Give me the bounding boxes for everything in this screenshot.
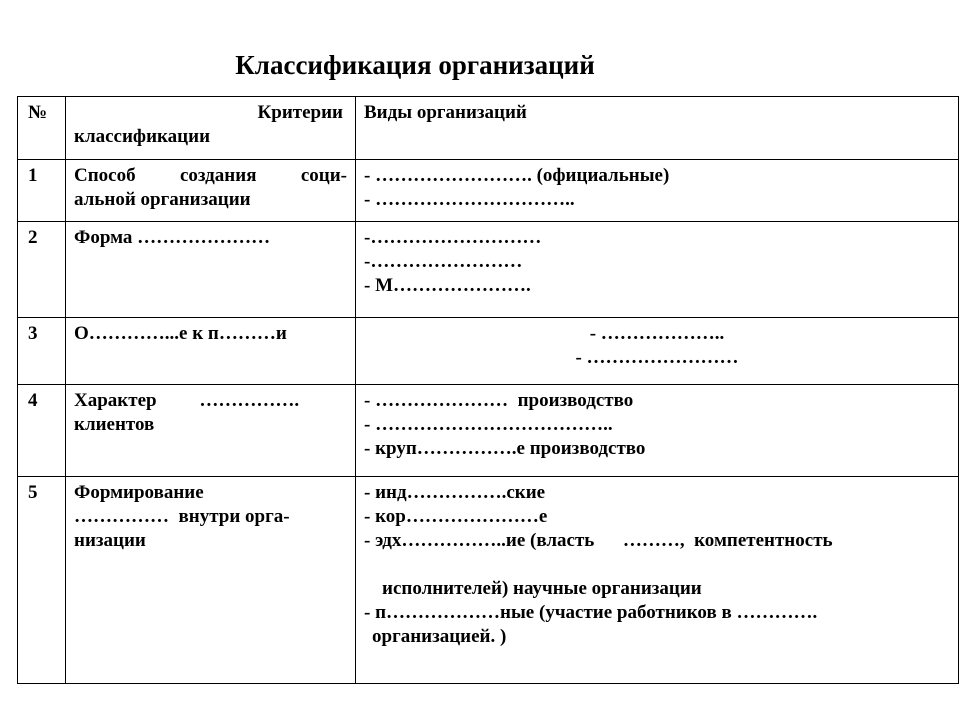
header-num: № <box>18 97 66 160</box>
criteria-line: Формирование <box>74 482 204 503</box>
criteria-line: О…………...е к п………и <box>74 323 287 344</box>
row-criteria <box>66 477 356 684</box>
row-types <box>356 477 959 684</box>
table-row <box>18 160 959 222</box>
row-types <box>356 222 959 318</box>
type-line: - кор…………………е <box>364 506 548 527</box>
type-line: - эдх……………..ие (власть ………, компетентность <box>364 530 833 551</box>
type-line: организацией. ) <box>372 626 507 647</box>
type-line: - ………………… производство <box>364 390 634 411</box>
type-line: -…………………… <box>364 251 523 272</box>
criteria-line: Характер ……………. <box>74 390 300 411</box>
type-line: - М…………………. <box>364 275 531 296</box>
criteria-line: Форма ………………… <box>74 227 271 248</box>
type-line: - …………………… <box>575 347 739 368</box>
type-line: - п………………ные (участие работников в …………. <box>364 602 818 623</box>
criteria-line: низации <box>74 530 146 551</box>
type-line: - ……………………………….. <box>364 414 613 435</box>
table-row <box>18 385 959 477</box>
table-row <box>18 318 959 385</box>
header-criteria-line1: Критерии <box>257 102 343 123</box>
header-types: Виды организаций <box>356 97 959 160</box>
row-types <box>356 318 959 385</box>
row-types <box>356 160 959 222</box>
table-row <box>18 222 959 318</box>
row-criteria <box>66 222 356 318</box>
row-criteria <box>66 318 356 385</box>
type-line: исполнителей) научные организации <box>382 578 702 599</box>
type-line: - ………………………….. <box>364 189 575 210</box>
criteria-line: альной организации <box>74 189 251 210</box>
criteria-line: Способ создания соци- <box>74 165 347 186</box>
table-header-row <box>18 97 959 160</box>
row-num: 4 <box>18 385 66 477</box>
criteria-line: клиентов <box>74 414 155 435</box>
row-num: 3 <box>18 318 66 385</box>
type-line: -……………………… <box>364 227 542 248</box>
type-line: - ……………….. <box>589 323 725 344</box>
type-line: - инд…………….ские <box>364 482 546 503</box>
document-title: Классификация организаций <box>235 50 595 80</box>
row-num: 5 <box>18 477 66 684</box>
table-row <box>18 477 959 684</box>
criteria-line: …………… внутри орга- <box>74 506 290 527</box>
header-criteria-line2: классификации <box>74 126 211 147</box>
header-criteria <box>66 97 356 160</box>
row-num: 2 <box>18 222 66 318</box>
row-num: 1 <box>18 160 66 222</box>
type-line: - круп…………….е производство <box>364 438 646 459</box>
type-line: - ……………………. (официальные) <box>364 165 670 186</box>
classification-table <box>17 96 959 684</box>
row-criteria <box>66 160 356 222</box>
row-types <box>356 385 959 477</box>
row-criteria <box>66 385 356 477</box>
